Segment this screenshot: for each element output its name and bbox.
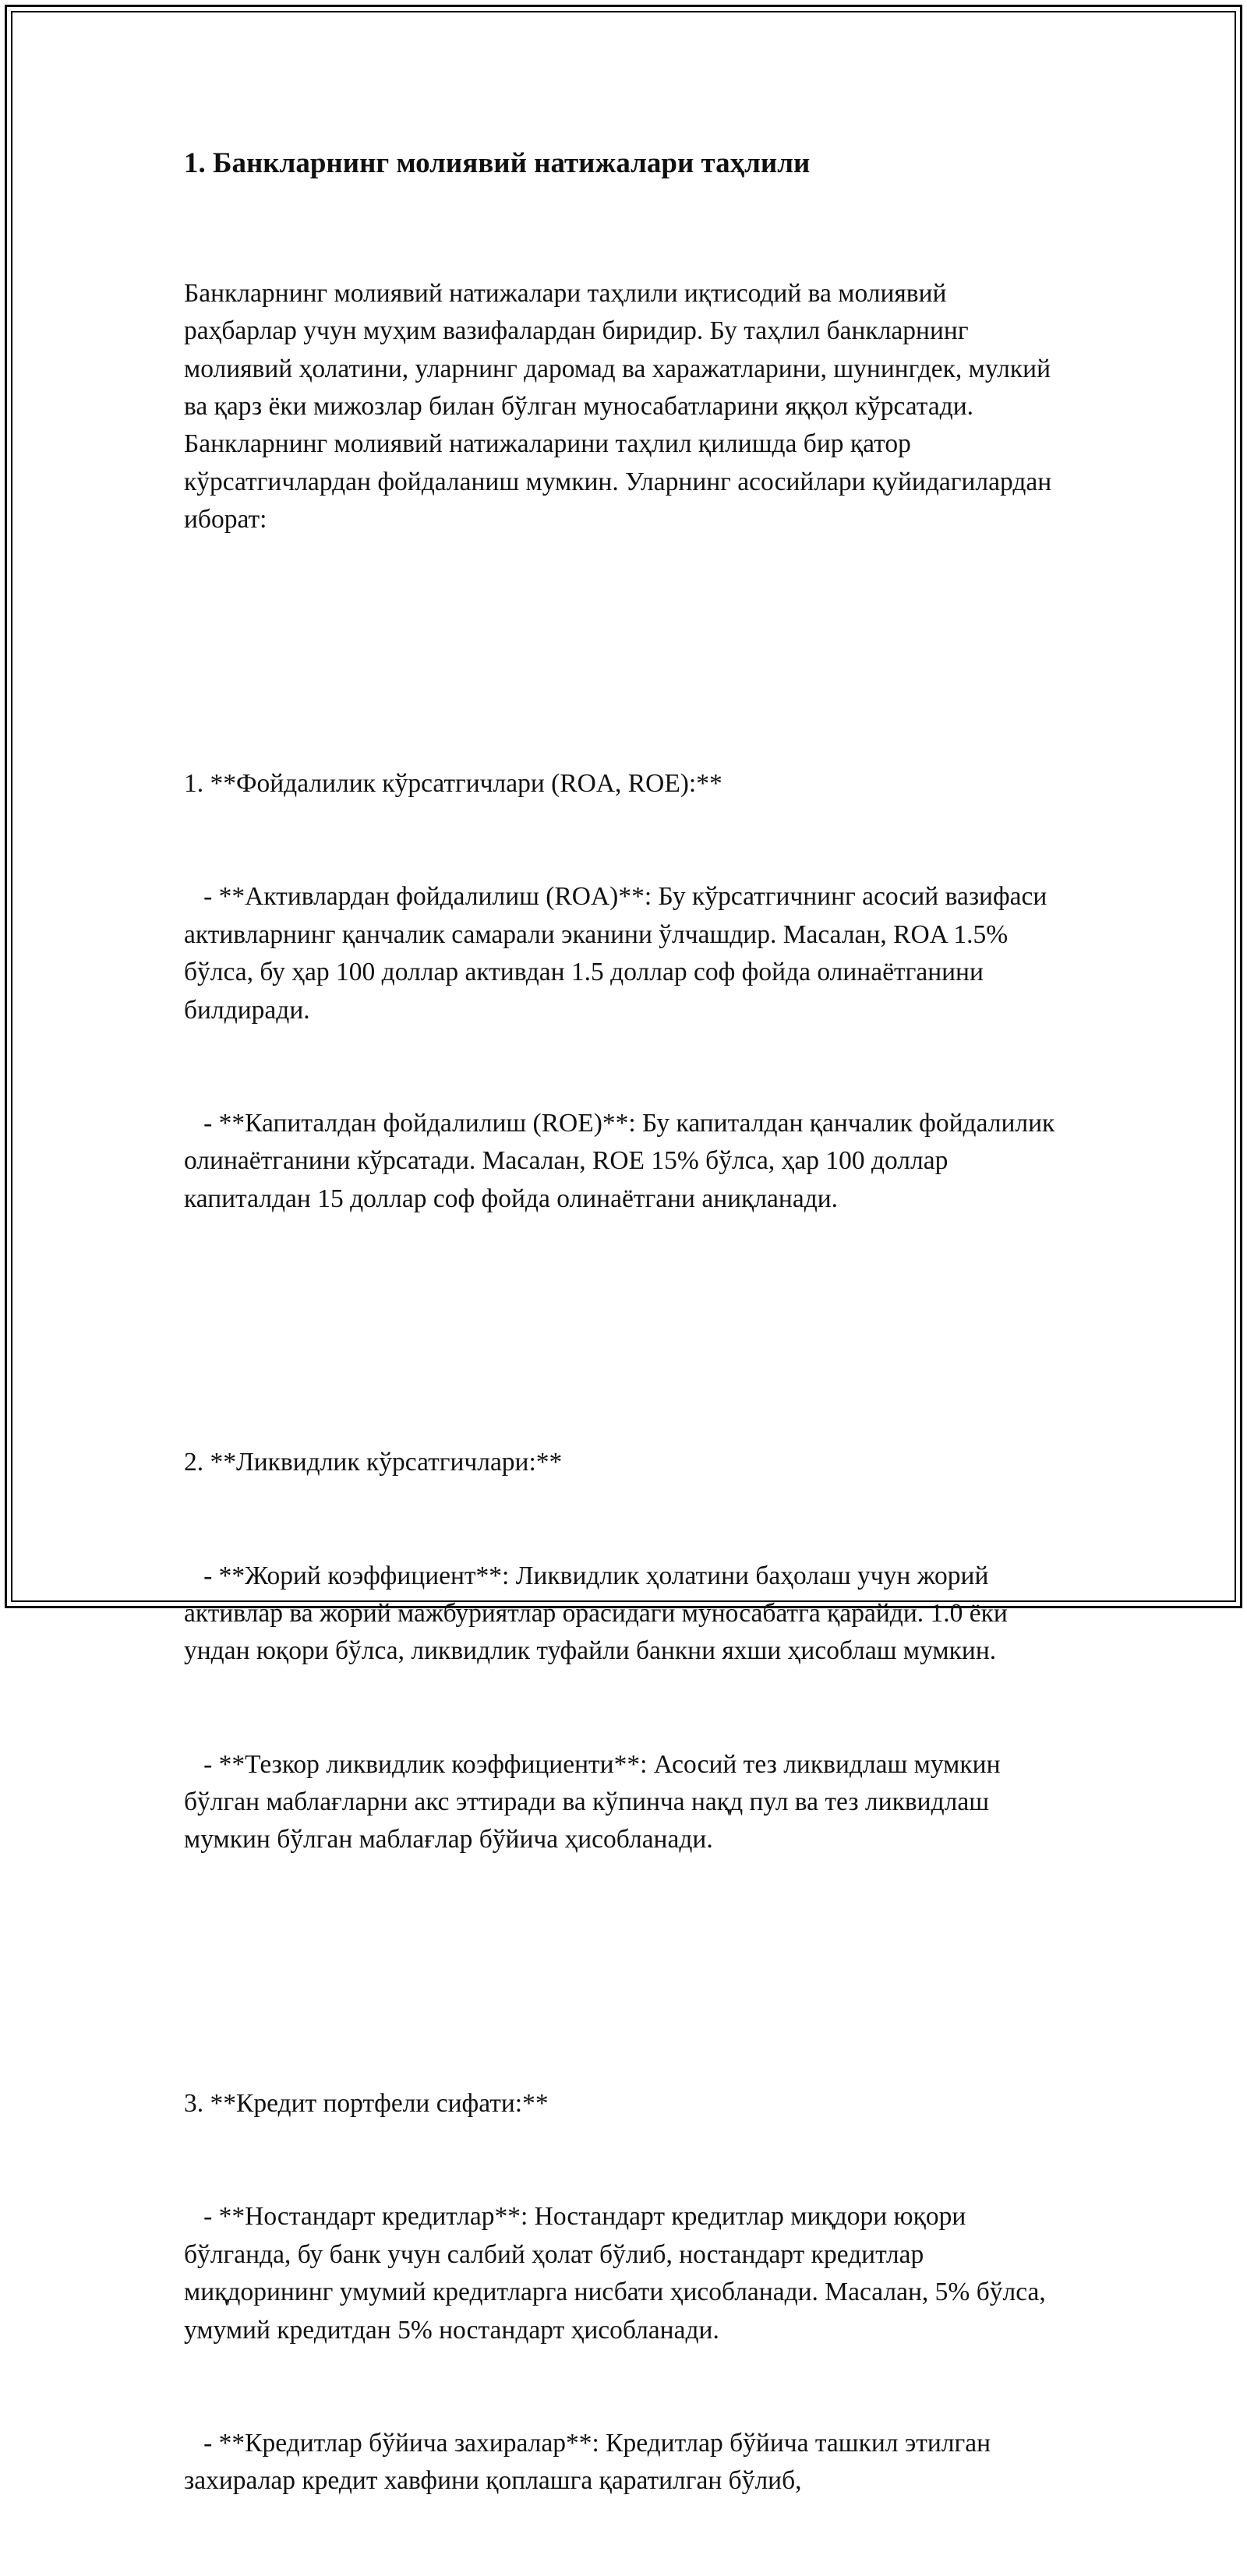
section-2-item-current-ratio: - **Жорий коэффициент**: Ликвидлик ҳолатини баҳолаш учун жорий активлар ва жорий мажбуриятлар орасидаги муносабатга қарайди. 1.0 ёки ундан юқори бўлса, ликвидлик туфайли банкни яхши ҳисоблаш мумкин. [184, 1561, 1015, 1666]
section-3-item-nonstandard-loans: - **Ностандарт кредитлар**: Ностандарт кредитлар миқдори юқори бўлганда, бу банк учун салбий ҳолат бўлиб, ностандарт кредитлар миқдорининг умумий кредитларга нисбати ҳисобланади. Масалан, 5% бўлса, умумий кредитдан 5% ностандарт ҳисобланади. [184, 2202, 1053, 2345]
section-1-item-roa: - **Активлардан фойдалилиш (ROA)**: Бу кўрсатгичнинг асосий вазифаси активларнинг қанчалик самарали эканини ўлчашдир. Масалан, ROA 1.5% бўлса, бу ҳар 100 доллар активдан 1.5 доллар соф фойда олинаётганини билдиради. [184, 882, 1054, 1025]
paragraph-spacer [184, 1293, 1065, 1331]
document-body [184, 199, 1065, 2576]
section-3-heading: 3. **Кредит портфели сифати:** [184, 2089, 549, 2119]
document-title: 1. Банкларнинг молиявий натижалари таҳлили [184, 147, 811, 179]
paragraph-spacer [184, 614, 1065, 651]
document-content [184, 145, 1065, 2576]
intro-paragraph: Банкларнинг молиявий натижалари таҳлили иқтисодий ва молиявий раҳбарлар учун муҳим вазифалардан биридир. Бу таҳлил банкларнинг молиявий ҳолатини, уларнинг даромад ва харажатларини, шунингдек, мулкий ва қарз ёки мижозлар билан бўлган муносабатларини яққол кўрсатади. Банкларнинг молиявий натижаларини таҳлил қилишда бир қатор кўрсатгичлардан фойдаланиш мумкин. Уларнинг асосийлари қуйидагилардан иборат: [184, 278, 1058, 535]
paragraph-spacer [184, 1935, 1065, 1972]
section-3-item-loan-reserves: - **Кредитлар бўйича захиралар**: Кредитлар бўйича ташкил этилган захиралар кредит хавфини қоплашга қаратилган бўлиб, [184, 2428, 998, 2496]
section-2-heading: 2. **Ликвидлик кўрсатгичлари:** [184, 1448, 563, 1477]
section-1-item-roe: - **Капиталдан фойдалилиш (ROE)**: Бу капиталдан қанчалик фойдалилик олинаётганини кўрсатади. Масалан, ROE 15% бўлса, ҳар 100 доллар капиталдан 15 доллар соф фойда олинаётгани аниқланади. [184, 1108, 1062, 1213]
section-2-item-quick-ratio: - **Тезкор ликвидлик коэффициенти**: Асосий тез ликвидлаш мумкин бўлган маблағларни акс эттиради ва кўпинча нақд пул ва тез ликвидлаш мумкин бўлган маблағлар бўйича ҳисобланади. [184, 1749, 1007, 1854]
section-1-heading: 1. **Фойдалилик кўрсатгичлари (ROA, ROE):** [184, 769, 722, 799]
